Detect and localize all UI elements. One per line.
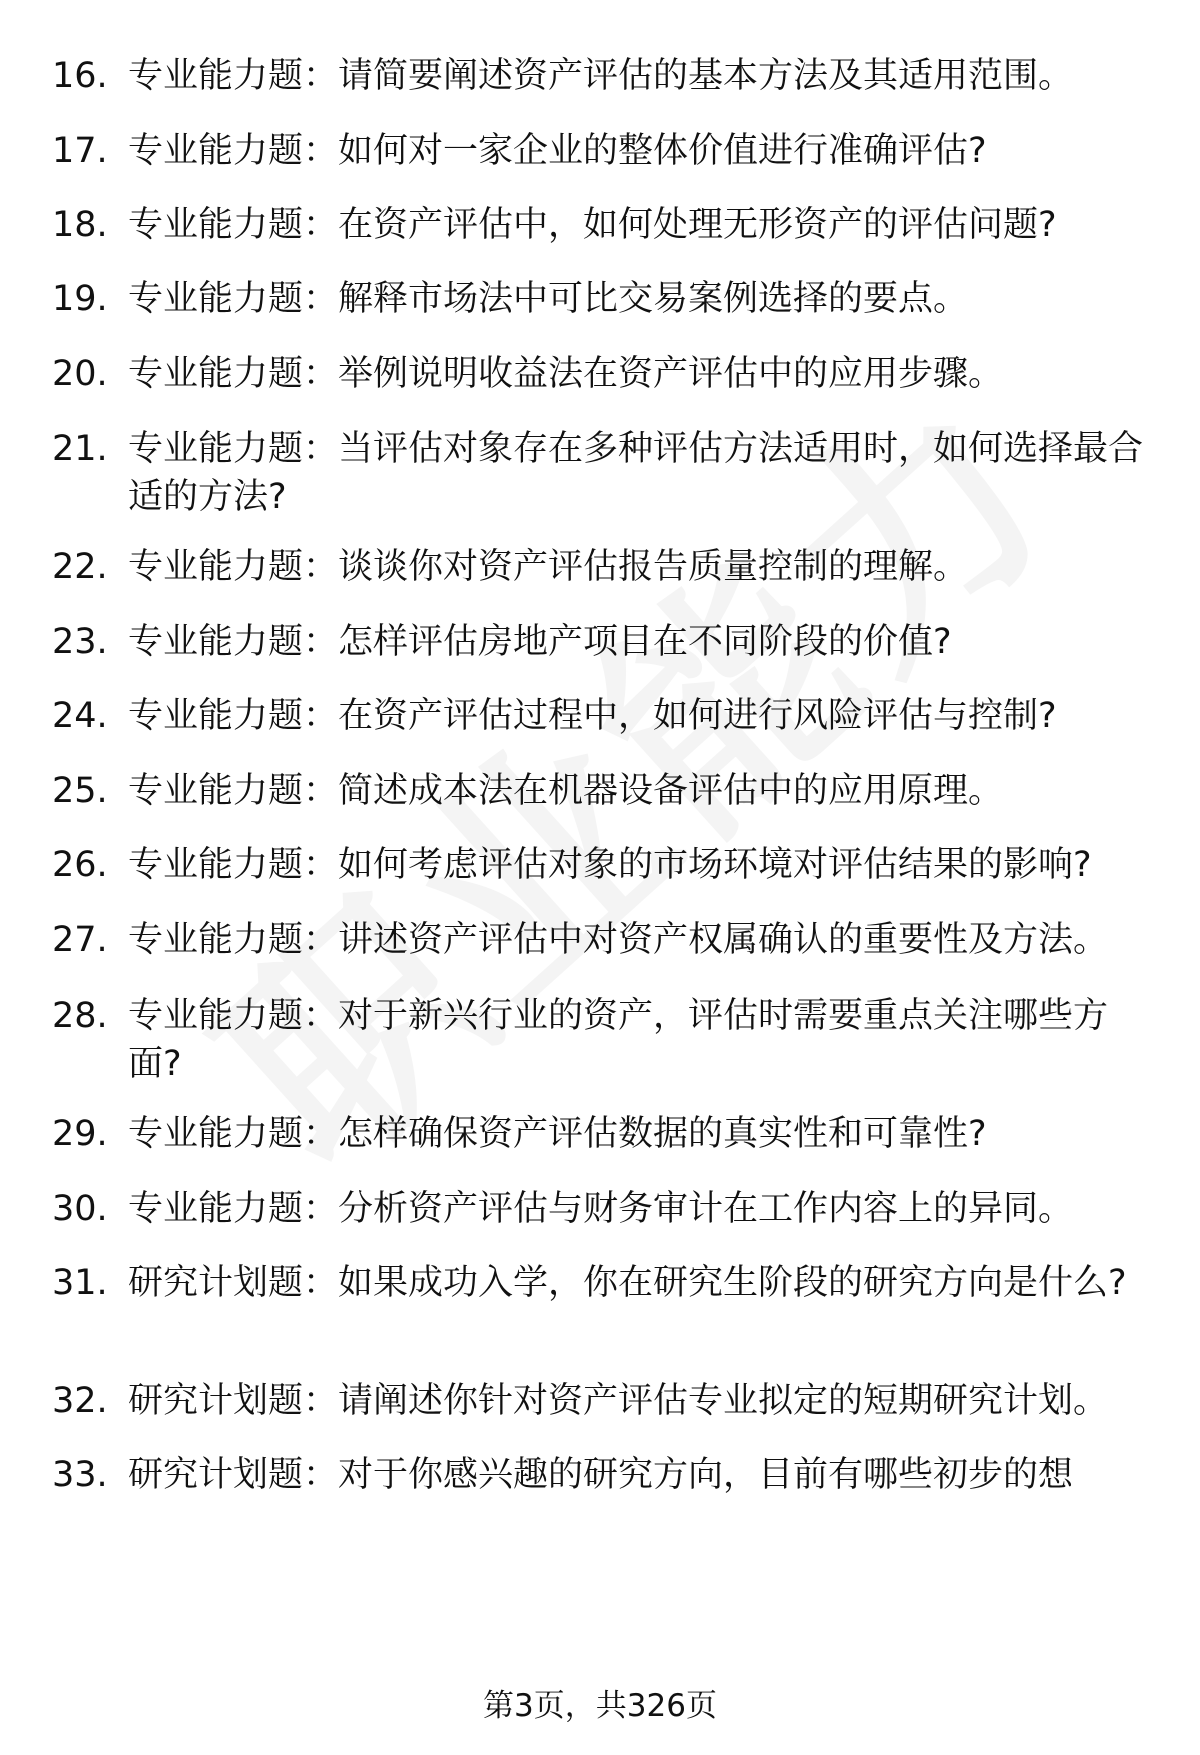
question-number: 20. [52, 354, 108, 394]
question-number: 25. [52, 771, 108, 811]
page-footer: 第3页，共326页 [483, 1688, 717, 1724]
question-number: 17. [52, 131, 108, 171]
question-text: 研究计划题：对于你感兴趣的研究方向，目前有哪些初步的想 [128, 1455, 1074, 1495]
question-number: 21. [52, 429, 108, 469]
question-number: 29. [52, 1114, 108, 1154]
question-number: 18. [52, 205, 108, 245]
question-text: 专业能力题：如何考虑评估对象的市场环境对评估结果的影响? [128, 845, 1092, 885]
question-text: 专业能力题：在资产评估中，如何处理无形资产的评估问题? [128, 205, 1057, 245]
question-number: 27. [52, 920, 108, 960]
question-text: 专业能力题：解释市场法中可比交易案例选择的要点。 [128, 279, 969, 319]
question-text: 专业能力题：请简要阐述资产评估的基本方法及其适用范围。 [128, 56, 1074, 96]
question-text: 研究计划题：如果成功入学，你在研究生阶段的研究方向是什么? [128, 1263, 1127, 1303]
question-text: 专业能力题：简述成本法在机器设备评估中的应用原理。 [128, 771, 1004, 811]
question-number: 19. [52, 279, 108, 319]
question-number: 16. [52, 56, 108, 96]
question-text: 专业能力题：如何对一家企业的整体价值进行准确评估? [128, 131, 987, 171]
question-text: 专业能力题：对于新兴行业的资产，评估时需要重点关注哪些方面? [128, 996, 1109, 1084]
question-text: 专业能力题：举例说明收益法在资产评估中的应用步骤。 [128, 354, 1004, 394]
question-text: 专业能力题：讲述资产评估中对资产权属确认的重要性及方法。 [128, 920, 1109, 960]
question-text: 专业能力题：怎样确保资产评估数据的真实性和可靠性? [128, 1114, 987, 1154]
question-text: 专业能力题：谈谈你对资产评估报告质量控制的理解。 [128, 547, 969, 587]
question-text: 专业能力题：在资产评估过程中，如何进行风险评估与控制? [128, 696, 1057, 736]
question-number: 32. [52, 1381, 108, 1421]
question-number: 22. [52, 547, 108, 587]
question-number: 23. [52, 622, 108, 662]
question-text: 专业能力题：当评估对象存在多种评估方法适用时，如何选择最合适的方法? [128, 429, 1144, 517]
question-number: 26. [52, 845, 108, 885]
question-number: 24. [52, 696, 108, 736]
question-number: 31. [52, 1263, 108, 1303]
question-number: 30. [52, 1189, 108, 1229]
question-number: 28. [52, 996, 108, 1036]
question-text: 专业能力题：怎样评估房地产项目在不同阶段的价值? [128, 622, 952, 662]
question-number: 33. [52, 1455, 108, 1495]
question-text: 专业能力题：分析资产评估与财务审计在工作内容上的异同。 [128, 1189, 1074, 1229]
question-text: 研究计划题：请阐述你针对资产评估专业拟定的短期研究计划。 [128, 1381, 1109, 1421]
